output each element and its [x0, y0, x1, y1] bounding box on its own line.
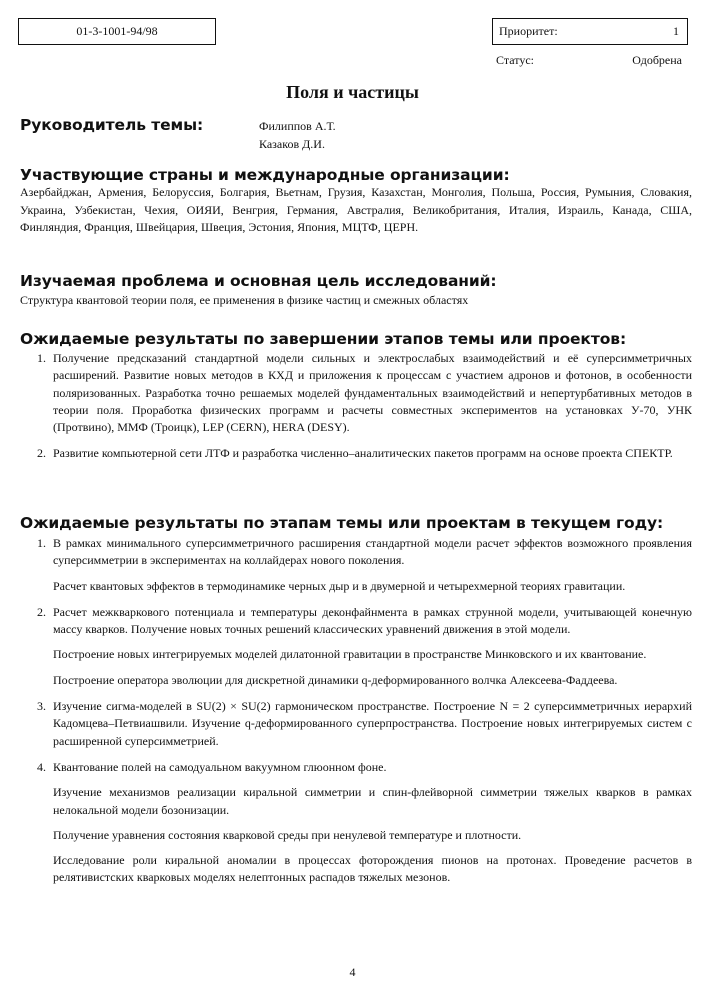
- page-title: Поля и частицы: [286, 82, 419, 102]
- problem-text: Структура квантовой теории поля, ее применения в физике частиц и смежных областях: [20, 293, 469, 307]
- problem-heading: Изучаемая проблема и основная цель исследований:: [20, 272, 497, 290]
- priority-box: [492, 18, 688, 45]
- list-item-paragraph: Получение предсказаний стандартной модели сильных и электрослабых взаимодействий и её суперсимметричных расширений. Развитие новых методов в КХД и приложения к процессам с участием адронов и фотонов, в особенности поляризованных. Разработка точно решаемых моделей фундаментальных взаимодействий и непертурбативных методов в теории поля. Проработка физических программ и расчеты совместных экспериментов на установках У-70, УНК (Протвино), ММФ (Троицк), LEP (CERN), HERA (DESY).: [53, 351, 692, 435]
- list-item-number: 3.: [37, 699, 46, 714]
- list-item-paragraph: Развитие компьютерной сети ЛТФ и разработка численно–аналитических пакетов программ на основе проекта СПЕКТР.: [53, 446, 673, 461]
- priority-label: Приоритет:: [499, 24, 558, 38]
- list-item: [20, 350, 692, 436]
- list-item-paragraph: Квантование полей на самодуальном вакуумном глюонном фоне.: [53, 759, 387, 774]
- list-item-paragraph: В рамках минимального суперсимметричного расширения стандартной модели расчет эффектов возможного проявления суперсимметрии в экспериментах на коллайдерах нового поколения.: [53, 536, 692, 568]
- list-item: [20, 535, 692, 595]
- list-item-number: 1.: [37, 351, 46, 365]
- stage-results-list: [20, 350, 692, 472]
- current-results-heading: Ожидаемые результаты по этапам темы или проектам в текущем году:: [20, 514, 664, 532]
- leader-name: Казаков Д.И.: [259, 137, 325, 151]
- list-item-paragraph: Получение уравнения состояния кварковой среды при ненулевой температуре и плотности.: [53, 827, 522, 842]
- list-item: [20, 604, 692, 689]
- list-item-number: 2.: [37, 604, 46, 619]
- list-item-number: 2.: [37, 446, 46, 461]
- list-item: [20, 698, 692, 750]
- list-item-paragraph: Расчет квантовых эффектов в термодинамике черных дыр и в двумерной и четырехмерной теориях гравитации.: [53, 578, 626, 593]
- leaders-list: [259, 117, 336, 153]
- list-item-paragraph: Построение новых интегрируемых моделей дилатонной гравитации в пространстве Минковского и их квантование.: [53, 647, 647, 662]
- current-results-list: [20, 535, 692, 896]
- list-item: [20, 445, 692, 462]
- stage-results-heading: Ожидаемые результаты по завершении этапов темы или проектов:: [20, 330, 627, 348]
- leaders-heading: Руководитель темы:: [20, 116, 204, 134]
- list-item-number: 4.: [37, 759, 46, 774]
- countries-text: Азербайджан, Армения, Белоруссия, Болгария, Вьетнам, Грузия, Казахстан, Монголия, Польша, Россия, Румыния, Словакия, Украина, Узбекистан, Чехия, ОИЯИ, Венгрия, Германия, Австралия, Великобритания, Италия, Израиль, Канада, США, Финляндия, Франция, Швейцария, Швеция, Эстония, Япония, МЦТФ, ЦЕРН.: [20, 185, 692, 234]
- list-item-paragraph: Изучение сигма-моделей в SU(2) × SU(2) гармоническом пространстве. Построение N = 2 суперсимметричных иерархий Кадомцева–Петвиашвили. Изучение q-деформированного суперпространства. Построение новых интегрируемых систем с расширенной суперсимметрией.: [53, 699, 692, 748]
- list-item-paragraph: Построение оператора эволюции для дискретной динамики q-деформированного волчка Алексеева-Фаддеева.: [53, 672, 618, 687]
- list-item-paragraph: Изучение механизмов реализации киральной симметрии и спин-флейворной симметрии тяжелых кварков в рамках нелокальной модели бозонизации.: [53, 785, 692, 817]
- list-item: [20, 759, 692, 887]
- countries-heading: Участвующие страны и международные организации:: [20, 166, 510, 184]
- list-item-paragraph: Исследование роли киральной аномалии в процессах фоторождения пионов на протонах. Проведение расчетов в релятивистских кварковых моделях нелептонных распадов тяжелых мезонов.: [53, 853, 692, 885]
- page-number: 4: [349, 965, 356, 979]
- list-item-paragraph: Расчет межкваркового потенциала и температуры деконфайнмента в рамках струнной модели, учитывающей конечную массу кварков. Получение новых точных решений классических уравнений движения в этой модели.: [53, 604, 692, 637]
- status-line: [496, 53, 686, 68]
- status-value: Одобрена: [632, 53, 682, 67]
- priority-value: 1: [673, 24, 679, 38]
- status-label: Статус:: [496, 53, 534, 67]
- list-item-number: 1.: [37, 536, 46, 550]
- leader-name: Филиппов А.Т.: [259, 119, 336, 133]
- project-code: 01-3-1001-94/98: [18, 18, 216, 45]
